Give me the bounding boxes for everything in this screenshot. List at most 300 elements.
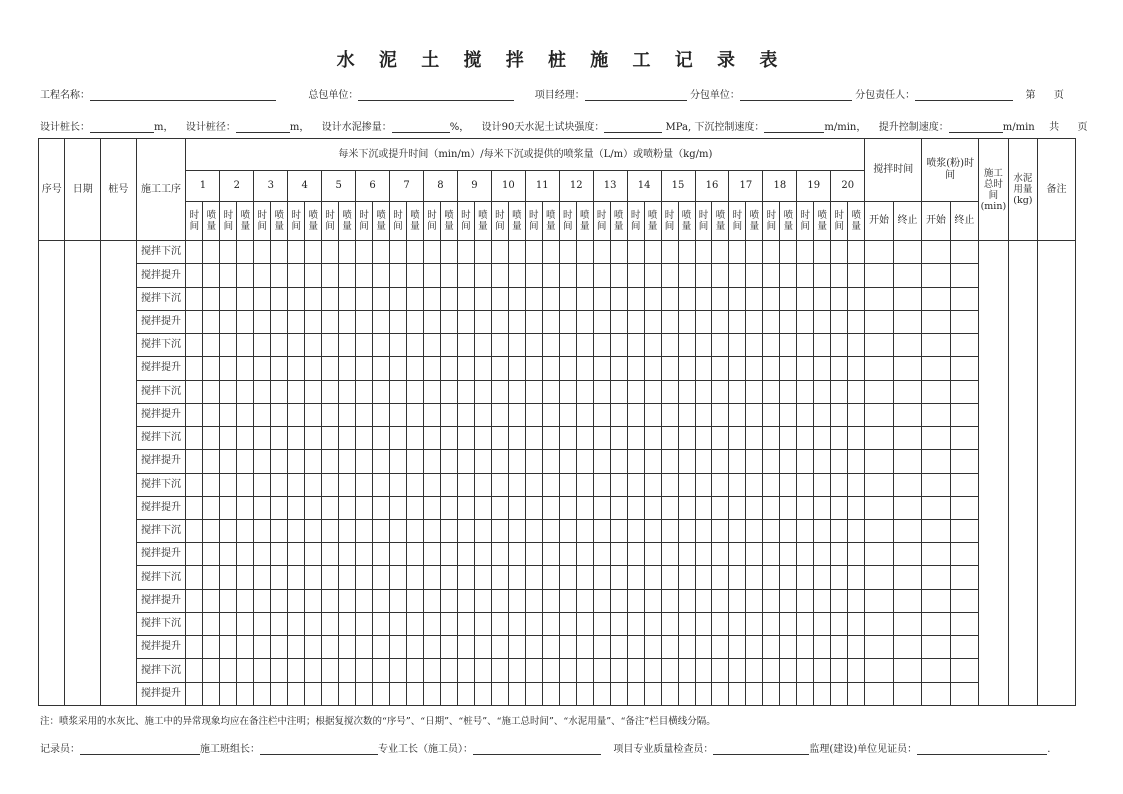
- entry-cell[interactable]: [424, 241, 441, 264]
- entry-cell[interactable]: [661, 566, 678, 589]
- entry-cell[interactable]: [237, 403, 254, 426]
- entry-cell[interactable]: [559, 496, 576, 519]
- entry-cell[interactable]: [424, 543, 441, 566]
- entry-cell[interactable]: [746, 496, 763, 519]
- entry-cell[interactable]: [525, 659, 542, 682]
- entry-cell[interactable]: [288, 264, 305, 287]
- entry-cell[interactable]: [627, 612, 644, 635]
- entry-cell[interactable]: [712, 450, 729, 473]
- entry-cell[interactable]: [695, 566, 712, 589]
- entry-cell[interactable]: [950, 334, 978, 357]
- entry-cell[interactable]: [203, 612, 220, 635]
- entry-cell[interactable]: [780, 659, 797, 682]
- entry-cell[interactable]: [797, 380, 814, 403]
- entry-cell[interactable]: [271, 241, 288, 264]
- entry-cell[interactable]: [950, 473, 978, 496]
- entry-cell[interactable]: [356, 566, 373, 589]
- entry-cell[interactable]: [186, 543, 203, 566]
- entry-cell[interactable]: [831, 612, 848, 635]
- entry-cell[interactable]: [339, 287, 356, 310]
- entry-cell[interactable]: [661, 287, 678, 310]
- entry-cell[interactable]: [322, 473, 339, 496]
- entry-cell[interactable]: [220, 403, 237, 426]
- entry-cell[interactable]: [729, 287, 746, 310]
- entry-cell[interactable]: [186, 380, 203, 403]
- entry-cell[interactable]: [831, 287, 848, 310]
- qc-field[interactable]: [713, 743, 809, 755]
- entry-cell[interactable]: [305, 566, 322, 589]
- entry-cell[interactable]: [922, 496, 950, 519]
- entry-cell[interactable]: [695, 520, 712, 543]
- entry-cell[interactable]: [950, 682, 978, 705]
- date-cell[interactable]: [65, 241, 101, 706]
- entry-cell[interactable]: [576, 636, 593, 659]
- entry-cell[interactable]: [865, 566, 893, 589]
- entry-cell[interactable]: [339, 682, 356, 705]
- entry-cell[interactable]: [322, 334, 339, 357]
- entry-cell[interactable]: [457, 543, 474, 566]
- entry-cell[interactable]: [593, 566, 610, 589]
- entry-cell[interactable]: [950, 496, 978, 519]
- entry-cell[interactable]: [593, 287, 610, 310]
- entry-cell[interactable]: [593, 659, 610, 682]
- entry-cell[interactable]: [797, 287, 814, 310]
- entry-cell[interactable]: [508, 636, 525, 659]
- entry-cell[interactable]: [322, 357, 339, 380]
- entry-cell[interactable]: [922, 427, 950, 450]
- entry-cell[interactable]: [712, 543, 729, 566]
- entry-cell[interactable]: [576, 520, 593, 543]
- entry-cell[interactable]: [678, 357, 695, 380]
- entry-cell[interactable]: [407, 287, 424, 310]
- entry-cell[interactable]: [407, 496, 424, 519]
- entry-cell[interactable]: [525, 427, 542, 450]
- entry-cell[interactable]: [661, 496, 678, 519]
- entry-cell[interactable]: [525, 310, 542, 333]
- entry-cell[interactable]: [407, 310, 424, 333]
- entry-cell[interactable]: [474, 310, 491, 333]
- entry-cell[interactable]: [457, 496, 474, 519]
- entry-cell[interactable]: [305, 473, 322, 496]
- entry-cell[interactable]: [848, 241, 865, 264]
- entry-cell[interactable]: [746, 566, 763, 589]
- entry-cell[interactable]: [763, 543, 780, 566]
- entry-cell[interactable]: [712, 659, 729, 682]
- entry-cell[interactable]: [695, 543, 712, 566]
- entry-cell[interactable]: [746, 636, 763, 659]
- entry-cell[interactable]: [848, 636, 865, 659]
- entry-cell[interactable]: [390, 450, 407, 473]
- entry-cell[interactable]: [922, 566, 950, 589]
- entry-cell[interactable]: [678, 496, 695, 519]
- entry-cell[interactable]: [922, 380, 950, 403]
- entry-cell[interactable]: [339, 380, 356, 403]
- entry-cell[interactable]: [322, 612, 339, 635]
- entry-cell[interactable]: [508, 450, 525, 473]
- entry-cell[interactable]: [491, 310, 508, 333]
- entry-cell[interactable]: [865, 357, 893, 380]
- entry-cell[interactable]: [407, 612, 424, 635]
- entry-cell[interactable]: [610, 682, 627, 705]
- entry-cell[interactable]: [440, 310, 457, 333]
- entry-cell[interactable]: [559, 566, 576, 589]
- entry-cell[interactable]: [474, 636, 491, 659]
- entry-cell[interactable]: [356, 520, 373, 543]
- entry-cell[interactable]: [407, 427, 424, 450]
- entry-cell[interactable]: [339, 589, 356, 612]
- entry-cell[interactable]: [610, 659, 627, 682]
- entry-cell[interactable]: [627, 589, 644, 612]
- entry-cell[interactable]: [729, 380, 746, 403]
- entry-cell[interactable]: [457, 659, 474, 682]
- entry-cell[interactable]: [407, 403, 424, 426]
- entry-cell[interactable]: [525, 264, 542, 287]
- entry-cell[interactable]: [186, 520, 203, 543]
- entry-cell[interactable]: [356, 287, 373, 310]
- entry-cell[interactable]: [922, 682, 950, 705]
- entry-cell[interactable]: [339, 612, 356, 635]
- entry-cell[interactable]: [237, 334, 254, 357]
- entry-cell[interactable]: [356, 450, 373, 473]
- entry-cell[interactable]: [950, 450, 978, 473]
- entry-cell[interactable]: [814, 496, 831, 519]
- entry-cell[interactable]: [746, 287, 763, 310]
- entry-cell[interactable]: [627, 380, 644, 403]
- entry-cell[interactable]: [237, 566, 254, 589]
- entry-cell[interactable]: [780, 496, 797, 519]
- entry-cell[interactable]: [712, 496, 729, 519]
- entry-cell[interactable]: [610, 612, 627, 635]
- entry-cell[interactable]: [390, 380, 407, 403]
- entry-cell[interactable]: [865, 241, 893, 264]
- entry-cell[interactable]: [893, 496, 921, 519]
- entry-cell[interactable]: [237, 520, 254, 543]
- entry-cell[interactable]: [491, 334, 508, 357]
- entry-cell[interactable]: [407, 659, 424, 682]
- entry-cell[interactable]: [678, 612, 695, 635]
- entry-cell[interactable]: [491, 380, 508, 403]
- entry-cell[interactable]: [763, 287, 780, 310]
- entry-cell[interactable]: [474, 403, 491, 426]
- down-speed-field[interactable]: [764, 121, 824, 133]
- entry-cell[interactable]: [424, 659, 441, 682]
- entry-cell[interactable]: [627, 543, 644, 566]
- entry-cell[interactable]: [220, 310, 237, 333]
- entry-cell[interactable]: [203, 427, 220, 450]
- entry-cell[interactable]: [220, 473, 237, 496]
- entry-cell[interactable]: [644, 543, 661, 566]
- entry-cell[interactable]: [271, 520, 288, 543]
- entry-cell[interactable]: [729, 612, 746, 635]
- entry-cell[interactable]: [922, 403, 950, 426]
- entry-cell[interactable]: [339, 334, 356, 357]
- entry-cell[interactable]: [220, 566, 237, 589]
- entry-cell[interactable]: [610, 403, 627, 426]
- pile-cell[interactable]: [101, 241, 137, 706]
- entry-cell[interactable]: [593, 636, 610, 659]
- entry-cell[interactable]: [950, 287, 978, 310]
- entry-cell[interactable]: [644, 287, 661, 310]
- entry-cell[interactable]: [186, 403, 203, 426]
- entry-cell[interactable]: [254, 380, 271, 403]
- entry-cell[interactable]: [525, 612, 542, 635]
- entry-cell[interactable]: [695, 659, 712, 682]
- entry-cell[interactable]: [542, 287, 559, 310]
- entry-cell[interactable]: [373, 520, 390, 543]
- entry-cell[interactable]: [814, 473, 831, 496]
- entry-cell[interactable]: [848, 589, 865, 612]
- entry-cell[interactable]: [474, 659, 491, 682]
- entry-cell[interactable]: [678, 334, 695, 357]
- entry-cell[interactable]: [831, 566, 848, 589]
- entry-cell[interactable]: [288, 241, 305, 264]
- entry-cell[interactable]: [610, 334, 627, 357]
- entry-cell[interactable]: [424, 566, 441, 589]
- entry-cell[interactable]: [474, 334, 491, 357]
- entry-cell[interactable]: [797, 403, 814, 426]
- entry-cell[interactable]: [780, 357, 797, 380]
- entry-cell[interactable]: [746, 310, 763, 333]
- entry-cell[interactable]: [356, 682, 373, 705]
- entry-cell[interactable]: [627, 520, 644, 543]
- entry-cell[interactable]: [356, 589, 373, 612]
- entry-cell[interactable]: [678, 636, 695, 659]
- entry-cell[interactable]: [780, 450, 797, 473]
- entry-cell[interactable]: [831, 334, 848, 357]
- entry-cell[interactable]: [893, 659, 921, 682]
- entry-cell[interactable]: [390, 659, 407, 682]
- entry-cell[interactable]: [893, 403, 921, 426]
- entry-cell[interactable]: [424, 636, 441, 659]
- entry-cell[interactable]: [424, 450, 441, 473]
- entry-cell[interactable]: [893, 543, 921, 566]
- entry-cell[interactable]: [186, 334, 203, 357]
- entry-cell[interactable]: [237, 659, 254, 682]
- entry-cell[interactable]: [440, 659, 457, 682]
- entry-cell[interactable]: [203, 310, 220, 333]
- entry-cell[interactable]: [271, 612, 288, 635]
- entry-cell[interactable]: [305, 682, 322, 705]
- entry-cell[interactable]: [610, 496, 627, 519]
- entry-cell[interactable]: [610, 264, 627, 287]
- entry-cell[interactable]: [203, 636, 220, 659]
- supervisor-field[interactable]: [917, 743, 1047, 755]
- entry-cell[interactable]: [525, 636, 542, 659]
- entry-cell[interactable]: [186, 496, 203, 519]
- entry-cell[interactable]: [373, 543, 390, 566]
- entry-cell[interactable]: [678, 310, 695, 333]
- entry-cell[interactable]: [729, 403, 746, 426]
- entry-cell[interactable]: [695, 427, 712, 450]
- entry-cell[interactable]: [390, 473, 407, 496]
- entry-cell[interactable]: [695, 682, 712, 705]
- entry-cell[interactable]: [525, 543, 542, 566]
- entry-cell[interactable]: [424, 403, 441, 426]
- entry-cell[interactable]: [950, 589, 978, 612]
- entry-cell[interactable]: [848, 380, 865, 403]
- entry-cell[interactable]: [729, 496, 746, 519]
- entry-cell[interactable]: [542, 264, 559, 287]
- entry-cell[interactable]: [814, 310, 831, 333]
- entry-cell[interactable]: [356, 612, 373, 635]
- entry-cell[interactable]: [763, 473, 780, 496]
- entry-cell[interactable]: [508, 659, 525, 682]
- entry-cell[interactable]: [542, 403, 559, 426]
- entry-cell[interactable]: [559, 334, 576, 357]
- entry-cell[interactable]: [373, 566, 390, 589]
- entry-cell[interactable]: [474, 473, 491, 496]
- entry-cell[interactable]: [661, 357, 678, 380]
- entry-cell[interactable]: [746, 357, 763, 380]
- entry-cell[interactable]: [356, 473, 373, 496]
- project-name-field[interactable]: [90, 89, 276, 101]
- entry-cell[interactable]: [814, 264, 831, 287]
- entry-cell[interactable]: [559, 659, 576, 682]
- entry-cell[interactable]: [542, 682, 559, 705]
- entry-cell[interactable]: [695, 473, 712, 496]
- total-time-cell[interactable]: [979, 241, 1008, 706]
- entry-cell[interactable]: [763, 403, 780, 426]
- entry-cell[interactable]: [220, 357, 237, 380]
- entry-cell[interactable]: [644, 682, 661, 705]
- entry-cell[interactable]: [593, 264, 610, 287]
- entry-cell[interactable]: [390, 334, 407, 357]
- entry-cell[interactable]: [457, 682, 474, 705]
- entry-cell[interactable]: [491, 403, 508, 426]
- entry-cell[interactable]: [373, 636, 390, 659]
- entry-cell[interactable]: [288, 473, 305, 496]
- entry-cell[interactable]: [254, 241, 271, 264]
- entry-cell[interactable]: [525, 357, 542, 380]
- entry-cell[interactable]: [322, 636, 339, 659]
- entry-cell[interactable]: [356, 241, 373, 264]
- entry-cell[interactable]: [356, 310, 373, 333]
- entry-cell[interactable]: [576, 287, 593, 310]
- entry-cell[interactable]: [678, 543, 695, 566]
- entry-cell[interactable]: [220, 241, 237, 264]
- entry-cell[interactable]: [271, 473, 288, 496]
- entry-cell[interactable]: [712, 473, 729, 496]
- entry-cell[interactable]: [695, 357, 712, 380]
- entry-cell[interactable]: [322, 566, 339, 589]
- entry-cell[interactable]: [186, 310, 203, 333]
- entry-cell[interactable]: [593, 496, 610, 519]
- entry-cell[interactable]: [593, 310, 610, 333]
- entry-cell[interactable]: [893, 473, 921, 496]
- entry-cell[interactable]: [729, 241, 746, 264]
- entry-cell[interactable]: [712, 520, 729, 543]
- entry-cell[interactable]: [237, 264, 254, 287]
- entry-cell[interactable]: [322, 520, 339, 543]
- entry-cell[interactable]: [203, 334, 220, 357]
- entry-cell[interactable]: [950, 520, 978, 543]
- entry-cell[interactable]: [424, 612, 441, 635]
- entry-cell[interactable]: [339, 496, 356, 519]
- entry-cell[interactable]: [542, 520, 559, 543]
- entry-cell[interactable]: [390, 589, 407, 612]
- entry-cell[interactable]: [186, 287, 203, 310]
- entry-cell[interactable]: [712, 264, 729, 287]
- entry-cell[interactable]: [865, 403, 893, 426]
- entry-cell[interactable]: [322, 543, 339, 566]
- entry-cell[interactable]: [797, 496, 814, 519]
- entry-cell[interactable]: [627, 403, 644, 426]
- entry-cell[interactable]: [576, 310, 593, 333]
- entry-cell[interactable]: [678, 566, 695, 589]
- entry-cell[interactable]: [922, 659, 950, 682]
- entry-cell[interactable]: [542, 589, 559, 612]
- entry-cell[interactable]: [814, 589, 831, 612]
- entry-cell[interactable]: [893, 450, 921, 473]
- entry-cell[interactable]: [373, 357, 390, 380]
- entry-cell[interactable]: [559, 473, 576, 496]
- entry-cell[interactable]: [729, 473, 746, 496]
- entry-cell[interactable]: [814, 403, 831, 426]
- entry-cell[interactable]: [440, 427, 457, 450]
- entry-cell[interactable]: [440, 357, 457, 380]
- entry-cell[interactable]: [559, 264, 576, 287]
- entry-cell[interactable]: [254, 543, 271, 566]
- entry-cell[interactable]: [474, 520, 491, 543]
- entry-cell[interactable]: [491, 659, 508, 682]
- entry-cell[interactable]: [542, 334, 559, 357]
- entry-cell[interactable]: [440, 264, 457, 287]
- entry-cell[interactable]: [893, 241, 921, 264]
- entry-cell[interactable]: [576, 682, 593, 705]
- entry-cell[interactable]: [814, 682, 831, 705]
- entry-cell[interactable]: [254, 566, 271, 589]
- entry-cell[interactable]: [288, 496, 305, 519]
- entry-cell[interactable]: [271, 380, 288, 403]
- entry-cell[interactable]: [922, 264, 950, 287]
- entry-cell[interactable]: [474, 496, 491, 519]
- entry-cell[interactable]: [729, 659, 746, 682]
- entry-cell[interactable]: [848, 334, 865, 357]
- entry-cell[interactable]: [424, 589, 441, 612]
- entry-cell[interactable]: [373, 403, 390, 426]
- entry-cell[interactable]: [644, 427, 661, 450]
- entry-cell[interactable]: [339, 241, 356, 264]
- entry-cell[interactable]: [831, 589, 848, 612]
- entry-cell[interactable]: [407, 682, 424, 705]
- entry-cell[interactable]: [542, 566, 559, 589]
- entry-cell[interactable]: [237, 589, 254, 612]
- entry-cell[interactable]: [763, 450, 780, 473]
- entry-cell[interactable]: [729, 334, 746, 357]
- entry-cell[interactable]: [491, 264, 508, 287]
- entry-cell[interactable]: [271, 310, 288, 333]
- entry-cell[interactable]: [712, 612, 729, 635]
- entry-cell[interactable]: [729, 543, 746, 566]
- entry-cell[interactable]: [814, 636, 831, 659]
- entry-cell[interactable]: [440, 566, 457, 589]
- entry-cell[interactable]: [922, 357, 950, 380]
- entry-cell[interactable]: [254, 357, 271, 380]
- entry-cell[interactable]: [610, 427, 627, 450]
- entry-cell[interactable]: [780, 682, 797, 705]
- entry-cell[interactable]: [678, 659, 695, 682]
- entry-cell[interactable]: [644, 357, 661, 380]
- entry-cell[interactable]: [559, 682, 576, 705]
- entry-cell[interactable]: [780, 543, 797, 566]
- entry-cell[interactable]: [220, 334, 237, 357]
- entry-cell[interactable]: [508, 310, 525, 333]
- entry-cell[interactable]: [848, 357, 865, 380]
- entry-cell[interactable]: [763, 589, 780, 612]
- entry-cell[interactable]: [729, 264, 746, 287]
- entry-cell[interactable]: [763, 659, 780, 682]
- entry-cell[interactable]: [424, 496, 441, 519]
